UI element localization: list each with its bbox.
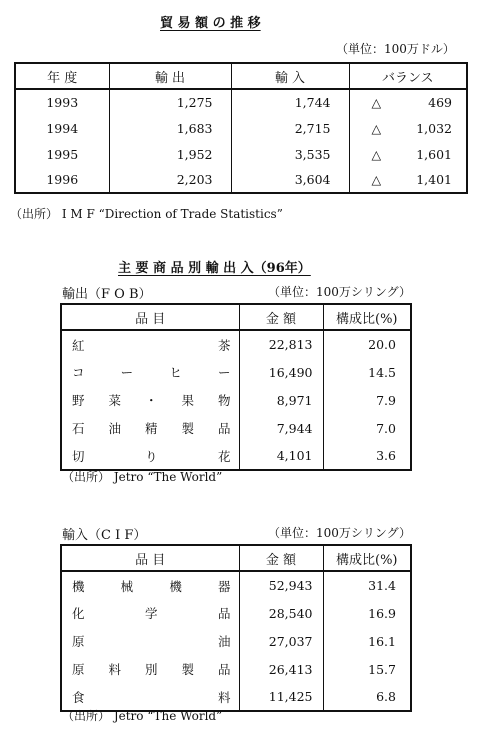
balance-value: 1,601: [416, 146, 452, 162]
item-cell: [61, 358, 239, 386]
balance-value: 1,032: [416, 120, 452, 136]
import-cell: 2,715: [231, 115, 349, 141]
export-cell: 2,203: [109, 167, 231, 193]
balance-cell: [349, 141, 467, 167]
item-char: 切: [72, 448, 85, 464]
trade-table: [14, 62, 468, 194]
year-cell: 1993: [15, 89, 109, 115]
item-chars: [62, 391, 239, 409]
year-cell: 1994: [15, 115, 109, 141]
item-char: 石: [72, 421, 85, 436]
table-row: [61, 442, 411, 470]
amount-cell: 26,413: [239, 655, 323, 683]
item-char: 品: [217, 606, 231, 621]
deficit-mark: △: [371, 95, 382, 110]
header-year: 年 度: [15, 63, 109, 89]
item-char: 品: [217, 662, 231, 677]
item-char: 料: [108, 662, 121, 677]
item-char: 機: [72, 578, 85, 594]
item-chars: [62, 419, 239, 437]
item-char: 油: [217, 634, 231, 649]
imports-source: （出所） Jetro “The World”: [62, 709, 223, 723]
table-row: [61, 655, 411, 683]
item-char: 菜: [108, 393, 121, 408]
amount-cell: 52,943: [239, 571, 323, 599]
balance-wrap: [350, 121, 467, 136]
item-cell: [61, 571, 239, 599]
item-cell: [61, 330, 239, 358]
item-char: 茶: [217, 337, 231, 353]
table-header-row: [61, 545, 411, 571]
exports-table: [60, 303, 412, 471]
item-char: 果: [181, 393, 194, 408]
share-cell: 6.8: [323, 683, 411, 711]
table-row: [61, 386, 411, 414]
share-cell: 14.5: [323, 358, 411, 386]
table-row: [15, 89, 467, 115]
item-char: 器: [217, 578, 231, 594]
deficit-mark: △: [371, 120, 382, 136]
item-char: 学: [144, 606, 158, 621]
export-cell: 1,683: [109, 115, 231, 141]
item-char: 化: [72, 606, 85, 621]
item-char: 油: [108, 421, 121, 436]
item-char: 精: [144, 421, 158, 436]
amount-cell: 8,971: [239, 386, 323, 414]
table-row: [15, 115, 467, 141]
balance-wrap: [350, 172, 467, 187]
table-row: [61, 571, 411, 599]
header-item: 品 目: [61, 304, 239, 330]
item-char: コ: [72, 365, 85, 380]
import-cell: 3,604: [231, 167, 349, 193]
imports-label: 輸入（C I F）: [62, 528, 147, 543]
table-row: [61, 358, 411, 386]
item-char: ヒ: [169, 365, 182, 380]
year-cell: 1996: [15, 167, 109, 193]
share-cell: 15.7: [323, 655, 411, 683]
item-chars: [62, 660, 239, 678]
item-char: 製: [181, 421, 194, 436]
item-char: ー: [217, 365, 231, 380]
balance-wrap: [350, 147, 467, 162]
amount-cell: 4,101: [239, 442, 323, 470]
exports-label: 輸出（F O B）: [62, 287, 152, 302]
table-header-row: [61, 304, 411, 330]
year-cell: 1995: [15, 141, 109, 167]
item-cell: [61, 442, 239, 470]
item-chars: [62, 447, 239, 465]
trade-source: （出所） I M F “Direction of Trade Statistics”: [10, 207, 283, 221]
balance-cell: [349, 89, 467, 115]
item-chars: [62, 688, 239, 706]
amount-cell: 16,490: [239, 358, 323, 386]
item-cell: [61, 655, 239, 683]
item-cell: [61, 599, 239, 627]
share-cell: 20.0: [323, 330, 411, 358]
header-export: 輸 出: [109, 63, 231, 89]
balance-value: 1,401: [416, 172, 452, 187]
item-char: 機: [169, 578, 182, 594]
export-cell: 1,275: [109, 89, 231, 115]
trade-title: 貿 易 額 の 推 移: [160, 16, 261, 31]
item-char: 野: [72, 393, 85, 408]
share-cell: 16.9: [323, 599, 411, 627]
exports-source: （出所） Jetro “The World”: [62, 470, 223, 484]
item-char: 品: [217, 421, 231, 436]
item-char: 紅: [72, 337, 85, 353]
share-cell: 16.1: [323, 627, 411, 655]
table-row: [61, 599, 411, 627]
amount-cell: 27,037: [239, 627, 323, 655]
imports-table: [60, 544, 412, 712]
item-chars: [62, 577, 239, 595]
item-chars: [62, 363, 239, 381]
share-cell: 7.9: [323, 386, 411, 414]
import-cell: 3,535: [231, 141, 349, 167]
table-row: [61, 414, 411, 442]
header-balance: バランス: [349, 63, 467, 89]
trade-unit: （単位：100万ドル）: [336, 42, 455, 56]
header-share: 構成比(%): [323, 304, 411, 330]
item-char: 別: [144, 662, 158, 677]
table-row: [15, 141, 467, 167]
export-cell: 1,952: [109, 141, 231, 167]
header-import: 輸 入: [231, 63, 349, 89]
deficit-mark: △: [371, 172, 382, 187]
share-cell: 31.4: [323, 571, 411, 599]
share-cell: 3.6: [323, 442, 411, 470]
amount-cell: 28,540: [239, 599, 323, 627]
header-amount: 金 額: [239, 545, 323, 571]
header-amount: 金 額: [239, 304, 323, 330]
commodities-title: 主 要 商 品 別 輸 出 入（96年）: [118, 261, 311, 276]
item-chars: [62, 632, 239, 650]
item-cell: [61, 414, 239, 442]
item-char: 物: [217, 393, 231, 408]
header-share: 構成比(%): [323, 545, 411, 571]
balance-value: 469: [428, 95, 452, 110]
table-row: [61, 627, 411, 655]
import-cell: 1,744: [231, 89, 349, 115]
item-chars: [62, 604, 239, 622]
table-row: [15, 167, 467, 193]
exports-unit: （単位：100万シリング）: [268, 285, 412, 299]
share-cell: 7.0: [323, 414, 411, 442]
item-chars: [62, 336, 239, 354]
item-char: ・: [144, 393, 158, 408]
header-item: 品 目: [61, 545, 239, 571]
item-char: 花: [217, 448, 231, 464]
item-char: 原: [72, 662, 85, 677]
balance-wrap: [350, 95, 467, 110]
item-char: 料: [217, 689, 231, 705]
item-char: 械: [120, 578, 134, 594]
imports-unit: （単位：100万シリング）: [268, 526, 412, 540]
table-row: [61, 330, 411, 358]
table-header-row: [15, 63, 467, 89]
item-char: 製: [181, 662, 194, 677]
amount-cell: 22,813: [239, 330, 323, 358]
amount-cell: 11,425: [239, 683, 323, 711]
item-char: ー: [120, 365, 134, 380]
item-char: 食: [72, 689, 85, 705]
balance-cell: [349, 115, 467, 141]
item-cell: [61, 627, 239, 655]
item-cell: [61, 386, 239, 414]
deficit-mark: △: [371, 146, 382, 162]
balance-cell: [349, 167, 467, 193]
item-char: り: [144, 448, 158, 464]
amount-cell: 7,944: [239, 414, 323, 442]
item-char: 原: [72, 634, 85, 649]
